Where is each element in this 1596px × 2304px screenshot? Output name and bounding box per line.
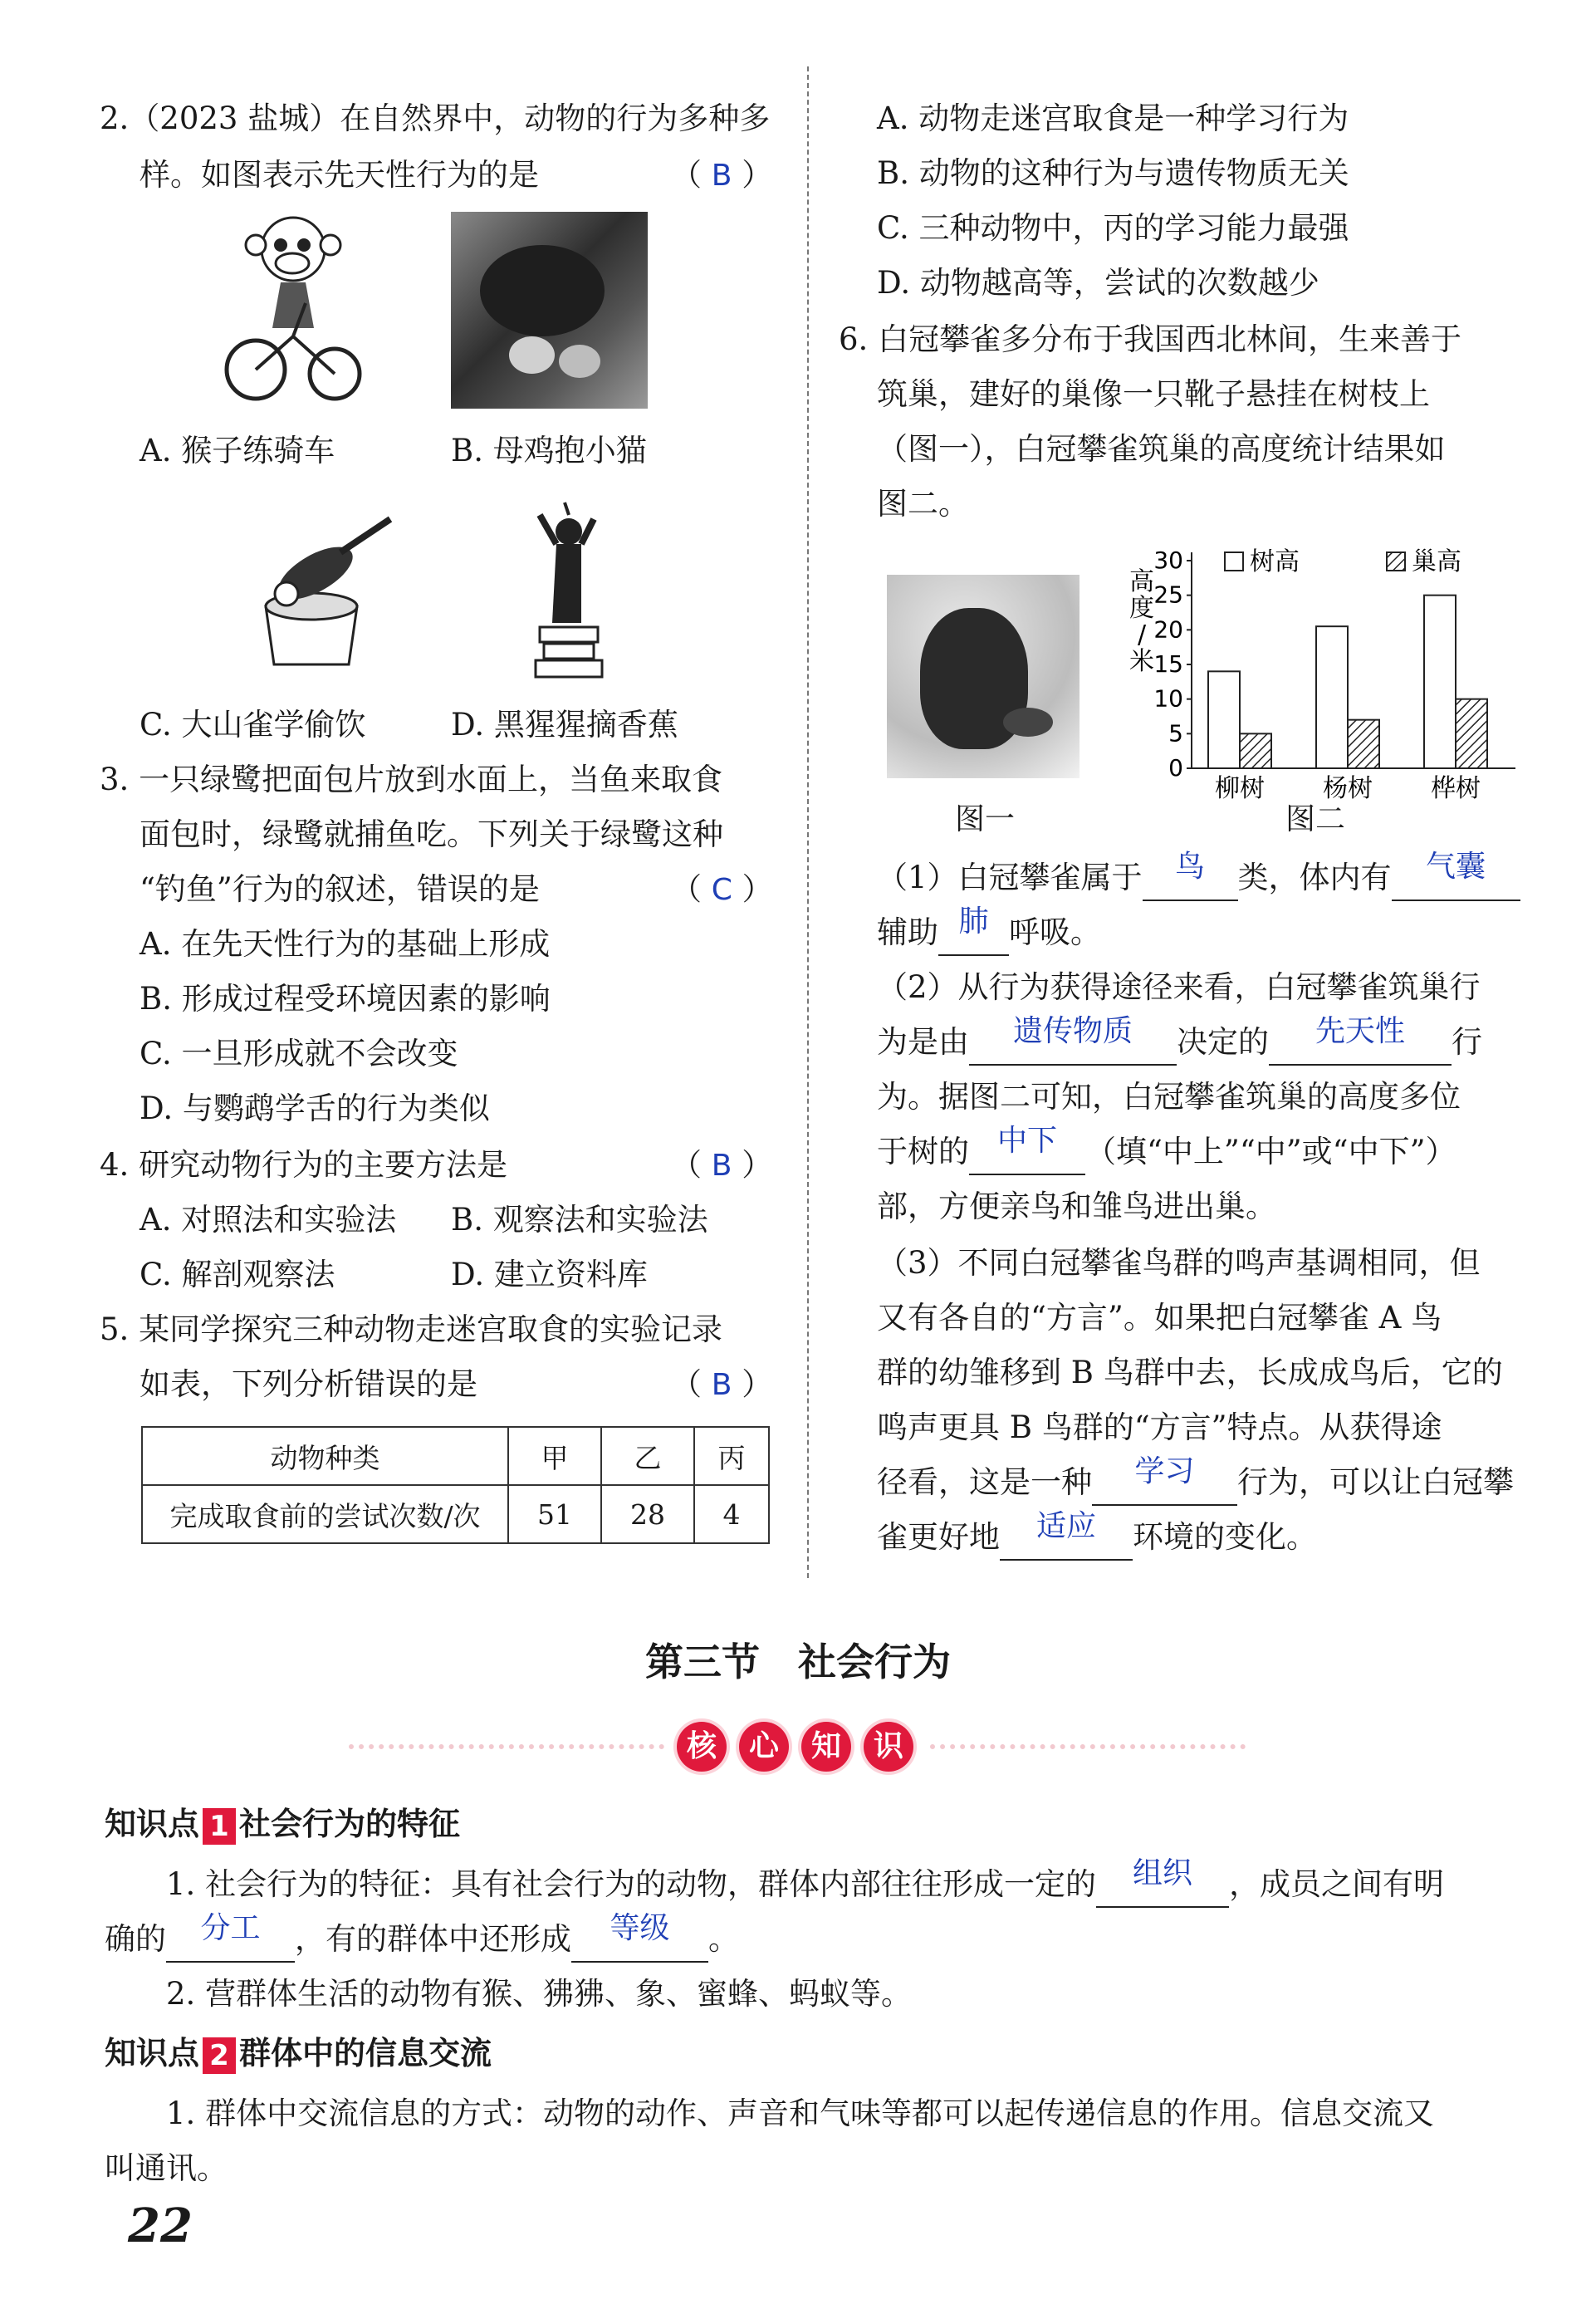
q5-answer: B [711,1368,732,1402]
bar-nest-height [1456,699,1487,768]
q6-part2-line3: 为。据图二可知，白冠攀雀筑巢的高度多位 [877,1079,1461,1115]
banner-char: 核 [677,1722,727,1772]
q6-line3: （图一），白冠攀雀筑巢的高度统计结果如 [877,431,1446,467]
q6-p2-text-b: 为是由 [877,1024,969,1060]
q6-part3-line1: （3）不同白冠攀雀鸟群的鸣声基调相同，但 [877,1245,1481,1281]
y-tick-label: 20 [1153,615,1183,644]
q6-p2-answer3: 中下 [996,1124,1057,1158]
kp1-text-1: 1. 社会行为的特征：具有社会行为的动物，群体内部往往形成一定的 [166,1866,1097,1902]
q2-option-d: D. 黑猩猩摘香蕉 [451,707,678,743]
kp1-answer2: 分工 [200,1911,261,1945]
q6-p1-text-a: （1）白冠攀雀属于 [877,860,1143,895]
table-header-cell: 丙 [694,1427,769,1485]
q6-part2-line5: 部，方便亲鸟和雏鸟进出巢。 [877,1189,1276,1224]
q5-table [141,1426,770,1544]
titmouse-bottle-illustration [249,515,394,669]
table-cell: 51 [508,1485,601,1543]
y-tick-label: 25 [1153,581,1183,609]
q3-line1: 3. 一只绿鹭把面包片放到水面上，当鱼来取食 [100,762,723,797]
knowledge-point-2-heading [105,2030,492,2076]
legend-label: 树高 [1250,547,1300,576]
q4-option-b: B. 观察法和实验法 [451,1202,708,1238]
y-axis-label-char: / [1137,620,1147,650]
kp1-title: 社会行为的特征 [239,1806,461,1842]
q6-p1-blank1[interactable] [1143,850,1238,901]
monkey-bicycle-illustration [223,212,364,407]
kp1-text-2: ，成员之间有明 [1229,1866,1445,1902]
q6-p2-text-g: （填“中上”“中”或“中下”） [1085,1134,1456,1169]
q6-p2-blank3[interactable] [969,1124,1085,1175]
q6-line1: 6. 白冠攀雀多分布于我国西北林间，生来善于 [839,321,1462,357]
q6-p1-answer2: 气囊 [1426,850,1486,884]
kp1-text-4: ，有的群体中还形成 [295,1921,571,1957]
q6-p3-answer1: 学习 [1134,1454,1195,1488]
q5-line1: 5. 某同学探究三种动物走迷宫取食的实验记录 [100,1311,723,1347]
q3-option-b: B. 形成过程受环境因素的影响 [140,981,551,1017]
q3-option-d: D. 与鹦鹉学舌的行为类似 [140,1091,490,1126]
table-cell: 28 [601,1485,694,1543]
knowledge-point-1-heading [105,1801,460,1847]
q6-part1-line2 [877,905,1101,960]
q6-p2-text-c: 决定的 [1177,1024,1269,1060]
q6-p1-blank2[interactable] [1392,850,1520,901]
kp1-line3: 2. 营群体生活的动物有猴、狒狒、象、蜜蜂、蚂蚁等。 [166,1976,913,2012]
y-axis-label-char: 度 [1129,594,1154,623]
q6-part3-line6 [877,1510,1317,1565]
q4-answer: B [711,1149,732,1183]
kp1-text-5: 。 [708,1921,739,1957]
legend-label: 巢高 [1412,547,1461,576]
q6-p1-answer3: 肺 [958,904,989,939]
kp2-label: 知识点 [105,2035,200,2071]
table-header-cell: 动物种类 [142,1427,508,1485]
q6-part2-line4 [877,1125,1456,1179]
section-title: 第三节 社会行为 [645,1640,951,1684]
bar-tree-height [1208,671,1240,768]
q6-p3-text-e: 径看，这是一种 [877,1464,1092,1500]
bar-nest-height [1348,720,1379,768]
kp1-blank3[interactable] [571,1911,708,1963]
q2-line1: 2.（2023 盐城）在自然界中，动物的行为多种多 [100,100,771,136]
q3-answer: C [711,873,732,907]
q6-p2-blank1[interactable] [969,1014,1177,1066]
q2-line2: 样。如图表示先天性行为的是 [140,157,539,193]
table-cell: 完成取食前的尝试次数/次 [142,1485,508,1543]
bar-tree-height [1316,626,1348,768]
q6-part2-line2 [877,1015,1482,1070]
nest-photo [887,575,1080,778]
q6-p2-text-d: 行 [1452,1024,1482,1060]
q6-p1-text-b: 类，体内有 [1237,860,1392,895]
banner-char: 知 [801,1722,851,1772]
q6-p2-blank2[interactable] [1269,1014,1452,1066]
y-axis-label [1129,567,1154,676]
q5-answer-paren: （ B ） [671,1366,773,1402]
kp2-number-badge: 2 [203,2037,236,2074]
q6-p3-blank2[interactable] [1000,1509,1133,1561]
banner-char: 心 [739,1722,789,1772]
q6-part1-line1 [877,851,1520,905]
q6-p1-blank3[interactable] [938,904,1009,956]
q3-option-a: A. 在先天性行为的基础上形成 [140,926,551,962]
q5-option-c: C. 三种动物中，丙的学习能力最强 [877,210,1349,246]
table-row [142,1427,769,1485]
q6-part3-line4: 鸣声更具 B 鸟群的“方言”特点。从获得途 [877,1409,1442,1445]
q2-option-a: A. 猴子练骑车 [140,433,335,468]
banner-dots-left [349,1744,664,1749]
kp2-line1: 1. 群体中交流信息的方式：动物的动作、声音和气味等都可以起传递信息的作用。信息交流又 [166,2096,1435,2131]
y-axis-label-char: 米 [1129,647,1154,676]
kp2-title: 群体中的信息交流 [239,2035,492,2071]
table-row [142,1485,769,1543]
figure1-caption: 图一 [955,802,1016,836]
page-number: 22 [128,2199,193,2253]
y-tick-label: 15 [1153,650,1183,678]
hen-kittens-photo [451,212,648,409]
q6-p3-blank1[interactable] [1092,1454,1237,1506]
q4-answer-paren: （ B ） [671,1147,773,1183]
q6-part2-line1: （2）从行为获得途径来看，白冠攀雀筑巢行 [877,969,1481,1005]
kp1-blank2[interactable] [166,1911,295,1963]
kp2-line2: 叫通讯。 [105,2150,228,2186]
q3-option-c: C. 一旦形成就不会改变 [140,1036,458,1071]
q6-part3-line2: 又有各自的“方言”。如果把白冠攀雀 A 鸟 [877,1300,1442,1336]
q3-answer-paren: （ C ） [671,871,773,907]
q6-line2: 筑巢，建好的巢像一只靴子悬挂在树枝上 [877,376,1430,412]
q6-p3-text-g: 雀更好地 [877,1519,1000,1555]
q5-option-a: A. 动物走迷宫取食是一种学习行为 [877,100,1349,136]
q5-option-d: D. 动物越高等，尝试的次数越少 [877,265,1319,301]
q4-option-d: D. 建立资料库 [451,1257,648,1292]
q2-option-c: C. 大山雀学偷饮 [140,707,366,743]
q4-option-a: A. 对照法和实验法 [140,1202,397,1238]
y-tick-label: 30 [1153,547,1183,574]
q4-option-c: C. 解剖观察法 [140,1257,335,1292]
banner-dots-right [930,1744,1246,1749]
kp1-number-badge: 1 [203,1808,236,1845]
y-tick-label: 10 [1153,684,1183,713]
q6-p3-text-f: 行为，可以让白冠攀 [1237,1464,1514,1500]
q6-p1-text-d: 呼吸。 [1009,914,1101,950]
table-header-cell: 乙 [601,1427,694,1485]
q6-p1-answer1: 鸟 [1175,850,1206,884]
banner-char: 识 [864,1722,913,1772]
y-tick-label: 5 [1168,719,1183,748]
q6-p3-text-h: 环境的变化。 [1133,1519,1317,1555]
kp1-text-3: 确的 [105,1921,166,1957]
bar-tree-height [1424,596,1456,768]
figure2-caption: 图二 [1285,802,1346,836]
table-header-cell: 甲 [508,1427,601,1485]
kp1-blank1[interactable] [1096,1856,1229,1908]
q3-line3: “钓鱼”行为的叙述，错误的是 [140,871,540,907]
q4-line1: 4. 研究动物行为的主要方法是 [100,1147,508,1183]
kp1-answer3: 等级 [610,1911,670,1945]
q6-line4: 图二。 [877,486,969,522]
x-tick-label: 柳树 [1215,774,1265,803]
q2-answer: B [711,159,732,193]
q3-line2: 面包时，绿鹭就捕鱼吃。下列关于绿鹭这种 [140,816,723,852]
chart-legend [1225,547,1461,576]
table-cell: 4 [694,1485,769,1543]
kp1-answer1: 组织 [1133,1856,1193,1890]
q6-p1-text-c: 辅助 [877,914,938,950]
kp1-line2 [105,1912,739,1967]
nest-height-bar-chart [1113,540,1528,806]
kp1-label: 知识点 [105,1806,200,1842]
y-axis-label-char: 高 [1129,567,1154,596]
q6-p2-answer1: 遗传物质 [1012,1014,1133,1048]
q6-p2-text-f: 于树的 [877,1134,969,1169]
q5-line2: 如表，下列分析错误的是 [140,1366,477,1402]
q2-answer-paren: （ B ） [671,157,773,193]
chimpanzee-banana-illustration [531,498,606,681]
q6-p2-answer2: 先天性 [1314,1014,1405,1048]
y-tick-label: 0 [1168,754,1183,782]
x-tick-label: 桦树 [1431,774,1481,803]
q5-option-b: B. 动物的这种行为与遗传物质无关 [877,155,1349,191]
q6-part3-line5 [877,1455,1514,1510]
legend-swatch [1387,552,1405,571]
bar-nest-height [1240,733,1271,768]
x-tick-label: 杨树 [1323,774,1373,803]
legend-swatch [1225,552,1243,571]
kp1-line1 [166,1857,1444,1912]
column-divider [807,66,809,1578]
q6-part3-line3: 群的幼雏移到 B 鸟群中去，长成成鸟后，它的 [877,1355,1503,1390]
q2-option-b: B. 母鸡抱小猫 [451,433,647,468]
q6-p3-answer2: 适应 [1035,1509,1096,1543]
